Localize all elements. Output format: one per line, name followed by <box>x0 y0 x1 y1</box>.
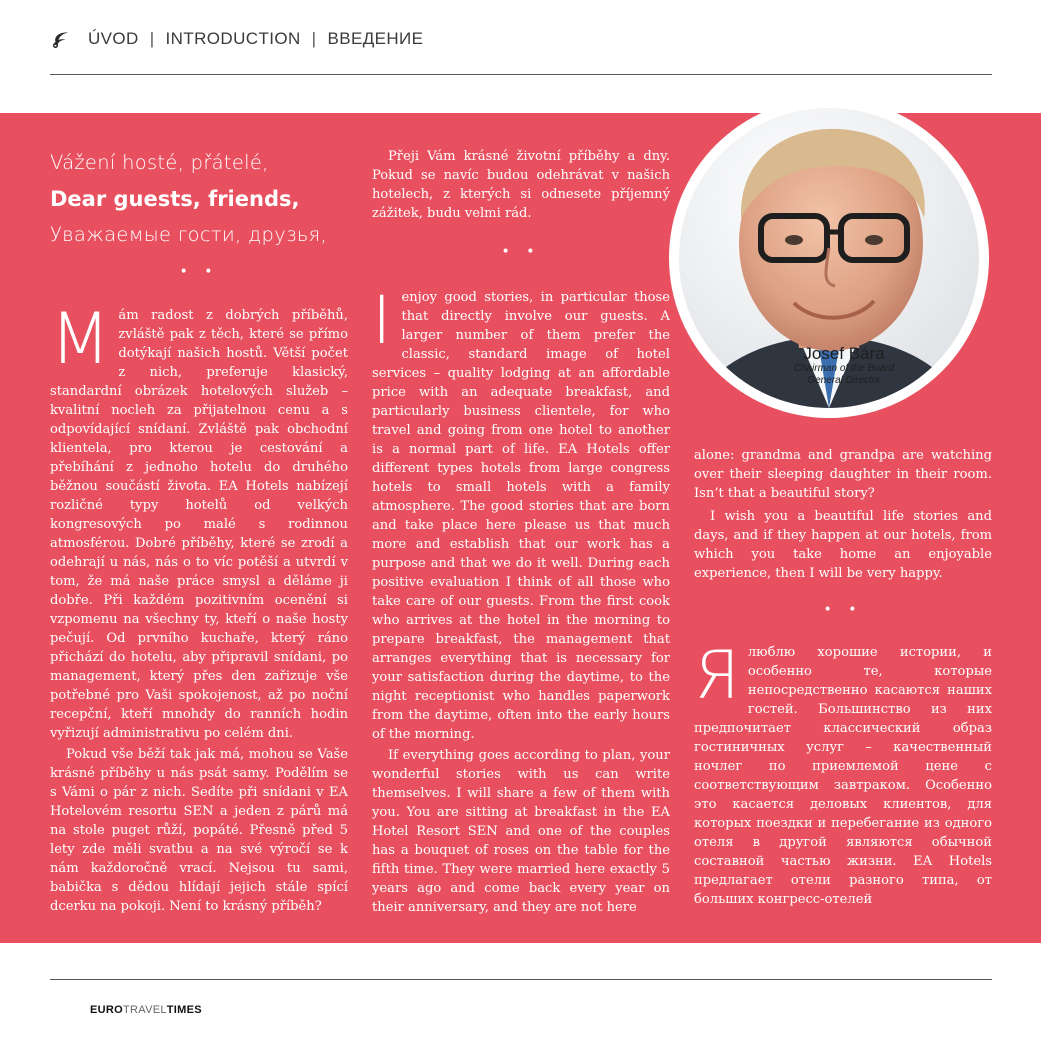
section-header <box>50 26 423 52</box>
dropcap: I <box>372 282 392 359</box>
greeting-czech: Vážení hosté, přátelé, <box>50 151 269 174</box>
header-uvod: ÚVOD <box>88 29 139 48</box>
header-rule <box>50 74 992 75</box>
greeting-english: Dear guests, friends, <box>50 187 300 211</box>
header-separator: | <box>149 29 155 48</box>
header-separator: | <box>311 29 317 48</box>
column-russian <box>694 446 992 909</box>
czech-paragraph: Pokud vše běží tak jak má, mohou se Vaše krásné příběhy u nás psát samy. Podělím se s Vámi o pár z nich. Sedíte při snídani v EA Hotelovém resortu SEN a jeden z párů má na stole puget růží, popáté. Přesně před 5 lety zde měli svatbu a na své výročí se k nám každoročně vrací. Nejsou tu sami, babička s dědou hlídají jejich stále spící dcerku na pokoji. Není to krásný příběh? <box>50 747 348 914</box>
footer-rule <box>50 979 992 980</box>
english-paragraph: Ienjoy good stories, in particular those that directly involve our guests. A larger number of them prefer the classic, standard image of hotel services – quality lodging at an affordable price with an adequate breakfast, and particularly business clientele, for who travel and going from one hotel to another is a normal part of life. EA Hotels offer different types hotels from large congress hotels to small hotels with a family atmosphere. The good stories that are born and take place here please us that much more and establish that our work has a purpose and that we do it well. During each positive evaluation I think of all those who take care of our guests. From the first cook who arrives at the hotel in the morning to prepare breakfast, the management that arranges everything that is necessary for your satisfaction during the daytime, to the night receptionist who handles paperwork from the daytime, often into the early hours of the morning. <box>372 282 670 742</box>
czech-paragraph: Mám radost z dobrých příběhů, zvláště pak z těch, které se přímo dotýkají našich hostů. Větší počet z nich, preferuje klasický, standardní obrázek hotelových služeb – kvalitní nocleh za přijatelnou cenu a s odpovídající snídaní. Zvláště pak obchodní klientela, pro kterou je cestování a přebíhání z jednoho hotelu do druhého běžnou součástí života. EA Hotels nabízejí rozličné typy hotelů od velkých kongresových po malé s rodinnou atmosférou. Dobré příběhy, které se zrodí a odehrají u nás, nás o to víc potěší a utvrdí v tom, že má naše práce smysl a děláme ji dobře. Při každém pozitivním ocenění si vzpomenu na všechny ty, kteří o naše hosty pečují. Od prvního kuchaře, který ráno přichází do hotelu, aby připravil snídani, po management, který přes den zařizuje vše potřebné pro Vaši spokojenost, až po noční recepční, kteří mnohdy do ranních hodin vyřizují administrativu po celém dni. <box>50 298 348 741</box>
portrait-caption <box>779 345 909 387</box>
greeting-russian: Уважаемые гости, друзья, <box>50 223 328 246</box>
divider: • • <box>501 244 541 260</box>
portrait-name: Josef Bára <box>803 344 885 363</box>
english-paragraph: I wish you a beautiful life stories and days, and if they happen at our hotels, from which you take home an enjoyable experience, then I will be very happy. <box>694 509 992 581</box>
portrait-role: Chairman of the Board <box>793 363 895 374</box>
publication-brand: EUROTRAVELTIMES <box>90 1004 202 1016</box>
russian-paragraph: Ялюблю хорошие истории, и особенно те, которые непосредственно касаются наших гостей. Большинство из них предпочитает классический образ гостиничных услуг – качественный ночлег по приемлемой цене с соответствующим завтраком. Особенно это касается деловых клиентов, для которых поездки и перебегание из одного отеля в другой являются обычной составной частью жизни. EA Hotels предлагает отели разного типа, от больших конгресс-отелей <box>694 637 992 907</box>
english-paragraph: alone: grandma and grandpa are watching over their sleeping daughter in their room. Isn’t that a beautiful story? <box>694 448 992 501</box>
czech-paragraph: Přeji Vám krásné životní příběhy a dny. Pokud se navíc budou odehrávat v našich hotelech, z kterých si odnesete příjemný zážitek, budu velmi rád. <box>372 149 670 221</box>
divider: • • <box>179 264 219 280</box>
dropcap: Я <box>694 637 740 714</box>
english-paragraph: If everything goes according to plan, your wonderful stories with us can write themselves. I will share a few of them with you. You are sitting at breakfast in the EA Hotel Resort SEN and one of the couples has a bouquet of roses on the table for the fifth time. They were married here exactly 5 years ago and come back every year on their anniversary, and they are not here <box>372 748 670 915</box>
header-introduction: INTRODUCTION <box>165 29 301 48</box>
divider: • • <box>823 602 863 618</box>
portrait-role: General Director <box>807 375 881 386</box>
ea-hotels-logo-icon <box>50 28 72 50</box>
column-czech <box>50 145 348 916</box>
header-vvedenie: ВВЕДЕНИЕ <box>327 29 424 48</box>
column-english <box>372 147 670 917</box>
dropcap: M <box>50 298 111 380</box>
